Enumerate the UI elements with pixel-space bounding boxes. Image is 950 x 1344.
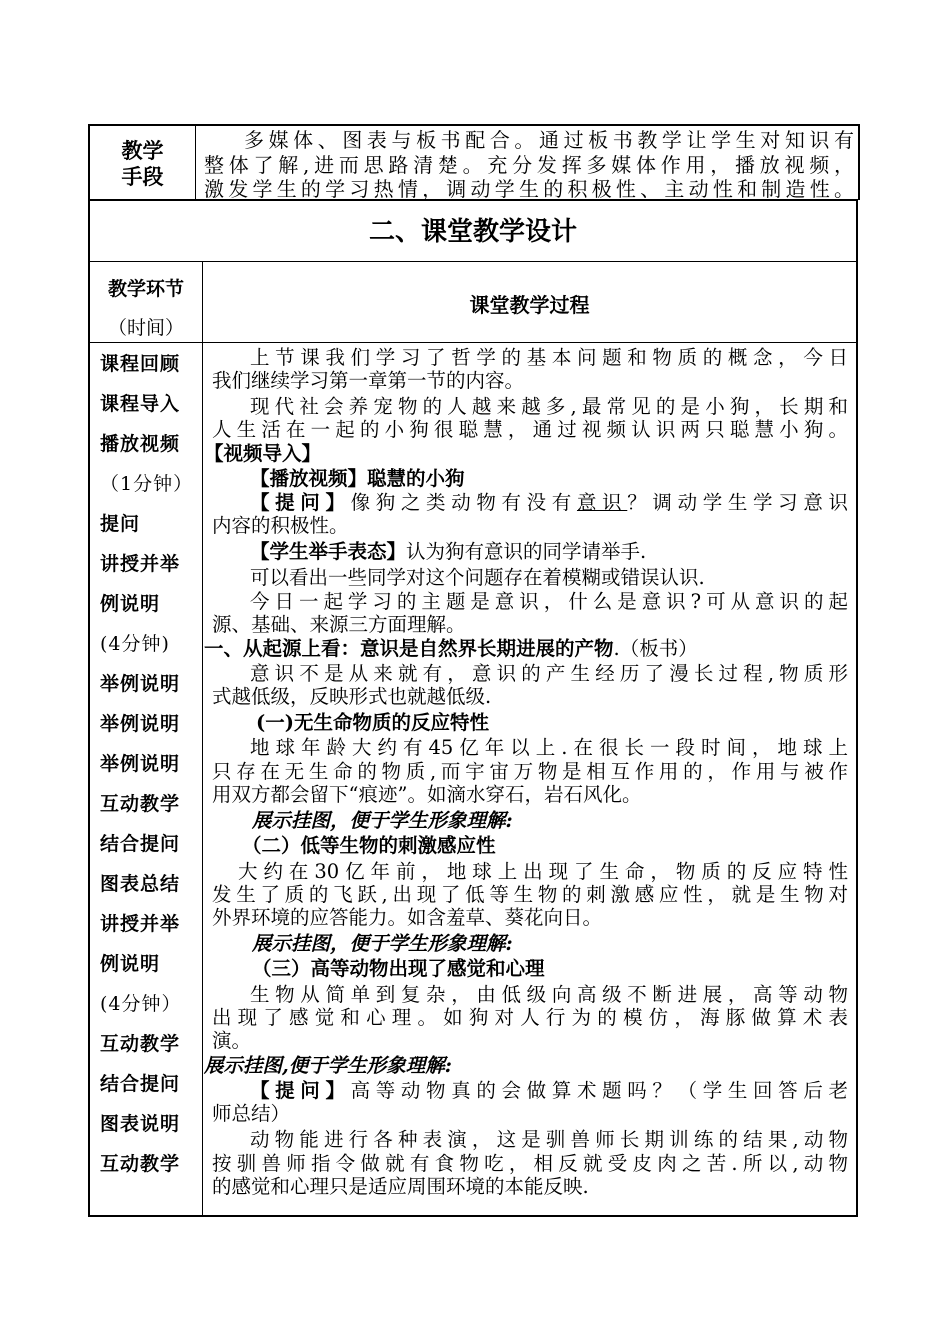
paragraph-line: 现代社会养宠物的人越来越多,最常见的是小狗，长期和 <box>250 395 848 418</box>
teaching-methods-label <box>90 126 196 199</box>
paragraph-line: 演。 <box>212 1029 252 1052</box>
paragraph-line: 的感觉和心理只是适应周围环境的本能反映. <box>212 1175 589 1198</box>
methods-line-2: 整体了解,进而思路清楚。充分发挥多媒体作用，播放视频， <box>204 152 854 177</box>
stage-item: 互动教学 <box>100 1033 181 1055</box>
stage-item: 互动教学 <box>100 793 181 815</box>
paragraph-line: 源、基础、来源三方面理解。 <box>212 613 466 636</box>
label-line-2: 手段 <box>121 164 164 189</box>
question-2-tag: 【提问】 <box>250 1079 351 1102</box>
paragraph-line: 用双方都会留下“痕迹”。如滴水穿石，岩石风化。 <box>212 783 642 806</box>
paragraph-line: 动物能进行各种表演，这是驯兽师长期训练的结果,动物 <box>250 1128 848 1151</box>
origin-heading-note: .（板书） <box>613 637 698 660</box>
methods-line-1: 多媒体、图表与板书配合。通过板书教学让学生对知识有 <box>244 128 854 152</box>
paragraph-line: 外界环境的应答能力。如含羞草、葵花向日。 <box>212 906 603 929</box>
paragraph-line: 地球年龄大约有45亿年以上.在很长一段时间，地球上 <box>250 736 848 759</box>
question-text: 像狗之类动物有没有 <box>350 491 577 514</box>
stage-item: 例说明 <box>100 953 161 975</box>
show-chart-note-3: 展示挂图,便于学生形象理解: <box>204 1054 452 1077</box>
classroom-design-table <box>88 199 858 1217</box>
question-text-rest: ？调动学生学习意识 <box>627 491 848 514</box>
header-process: 课堂教学过程 <box>203 262 856 343</box>
paragraph-line: 生物从简单到复杂，由低级向高级不断进展，高等动物 <box>250 983 848 1006</box>
stage-item: （1分钟） <box>100 473 194 495</box>
question-keyword: 意识 <box>576 491 628 514</box>
paragraph-line: 师总结） <box>212 1102 291 1125</box>
teaching-methods-table <box>88 124 860 200</box>
paragraph-line: 内容的积极性。 <box>212 514 349 537</box>
paragraph-line: 大约在30亿年前，地球上出现了生命，物质的反应特性 <box>238 860 848 883</box>
section-title: 二、课堂教学设计 <box>90 201 856 262</box>
stage-item: 举例说明 <box>100 673 181 695</box>
subheading-2: （二）低等生物的刺激感应性 <box>242 834 496 857</box>
show-chart-note-2: 展示挂图，便于学生形象理解: <box>252 932 513 955</box>
hands-up-text: 认为狗有意识的同学请举手. <box>406 540 647 563</box>
stage-item: 例说明 <box>100 593 161 615</box>
stage-column <box>90 343 203 1215</box>
stage-item: 结合提问 <box>100 833 181 855</box>
paragraph-line: 今日一起学习的主题是意识，什么是意识?可从意识的起 <box>250 590 848 613</box>
stage-item: 讲授并举 <box>100 913 181 935</box>
stage-item: 提问 <box>100 513 141 535</box>
stage-item: 举例说明 <box>100 753 181 775</box>
hands-up-line <box>212 540 848 563</box>
origin-heading-bold: 一、从起源上看：意识是自然界长期进展的产物 <box>204 637 614 660</box>
show-chart-note-1: 展示挂图，便于学生形象理解: <box>252 809 513 832</box>
stage-item: 课程导入 <box>100 393 181 415</box>
paragraph-line: 可以看出一些同学对这个问题存在着模糊或错误认识. <box>250 566 705 589</box>
question-2-text: 高等动物真的会做算术题吗？（学生回答后老 <box>350 1079 848 1102</box>
stage-item: (4分钟) <box>100 633 170 655</box>
stage-item: 讲授并举 <box>100 553 181 575</box>
stage-item: 结合提问 <box>100 1073 181 1095</box>
teaching-methods-text <box>204 128 854 202</box>
question-tag: 【提问】 <box>250 491 351 514</box>
paragraph-line: 上节课我们学习了哲学的基本问题和物质的概念，今日 <box>250 346 848 369</box>
video-intro-heading: 【视频导入】 <box>204 442 322 465</box>
stage-item: 图表说明 <box>100 1113 181 1135</box>
subheading-3: （三）高等动物出现了感觉和心理 <box>252 957 545 980</box>
paragraph-line: 式越低级，反映形式也就越低级. <box>212 685 492 708</box>
stage-item: (4分钟） <box>100 993 182 1015</box>
paragraph-line: 人生活在一起的小狗很聪慧，通过视频认识两只聪慧小狗。 <box>212 418 848 441</box>
play-video-line: 【播放视频】聪慧的小狗 <box>250 467 465 490</box>
paragraph-line: 我们继续学习第一章第一节的内容。 <box>212 369 525 392</box>
paragraph-line: 发生了质的飞跃,出现了低等生物的刺激感应性，就是生物对 <box>212 883 848 906</box>
stage-item: 课程回顾 <box>100 353 181 375</box>
paragraph-line: 出现了感觉和心理。如狗对人行为的模仿，海豚做算术表 <box>212 1006 848 1029</box>
header-stage-label: 教学环节 <box>107 278 184 300</box>
origin-heading <box>204 637 840 660</box>
label-line-1: 教学 <box>121 138 164 163</box>
stage-item: 图表总结 <box>100 873 181 895</box>
header-time-label: （时间） <box>107 317 184 339</box>
question-2-line <box>212 1079 848 1102</box>
hands-up-tag: 【学生举手表态】 <box>250 540 407 563</box>
paragraph-line: 按驯兽师指令做就有食物吃，相反就受皮肉之苦.所以,动物 <box>212 1152 848 1175</box>
stage-item: 举例说明 <box>100 713 181 735</box>
question-line <box>212 491 848 514</box>
paragraph-line: 意识不是从来就有，意识的产生经历了漫长过程,物质形 <box>250 662 848 685</box>
paragraph-line: 只存在无生命的物质,而宇宙万物是相互作用的，作用与被作 <box>212 760 848 783</box>
subheading-1: (一)无生命物质的反应特性 <box>256 711 489 734</box>
header-teaching-stage <box>90 262 203 343</box>
stage-item: 播放视频 <box>100 433 181 455</box>
methods-line-3: 激发学生的学习热情，调动学生的积极性、主动性和制造性。 <box>204 177 854 201</box>
stage-item: 互动教学 <box>100 1153 181 1175</box>
